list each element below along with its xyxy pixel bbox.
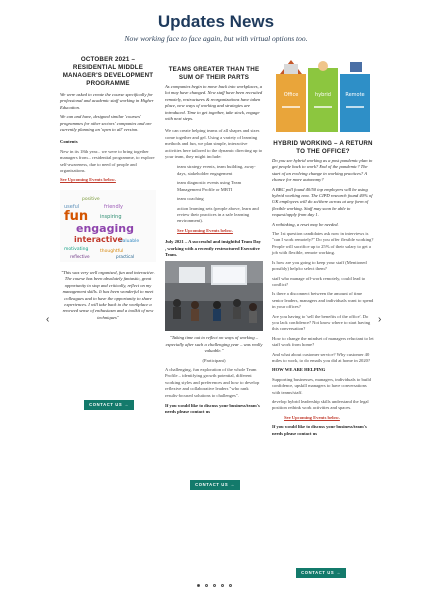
- col3-rethink: A rethinking, a reset may be needed.: [272, 221, 339, 227]
- page-subtitle: Now working face to face again, but with virtual options too.: [124, 34, 308, 43]
- hybrid-label-remote: Remote: [345, 92, 365, 98]
- list-item: Supporting businesses, managers, individuals to build confidence, upskill managers to have conversations with teams/staff.: [272, 376, 371, 395]
- col3-question: And what about customer service? Why customer 40 miles to work, to do emails you did at home in 2020?: [272, 351, 370, 363]
- col1-contents-label: Contents: [60, 139, 78, 145]
- contact-us-button[interactable]: CONTACT US →: [190, 480, 240, 490]
- col3-question: Are you having to 'sell the benefits of the office'. Do you lack confidence? Not know where to start having this conversation?: [272, 313, 371, 332]
- page-title: Updates News: [157, 12, 275, 31]
- col3-intro: Do you see hybrid working as a post pandemic plan to get people back to work? End of the pandemic? The start of an evolving change in working practices? A chance for more autonomy?: [272, 158, 373, 183]
- team-training-photo: [165, 261, 263, 331]
- upcoming-events-link[interactable]: See Upcoming Events below.: [284, 414, 340, 420]
- col2-intro: As companies begin to move back into workplaces, a lot may have changed. New staff have been recruited remotely, restructures & reorganizations have taken place, new ways of working and strategies are introduced. Time to get together, take stock, engage with next steps.: [165, 84, 263, 122]
- col2-body: We can create helping teams of all shapes and sizes come together and gel. Using a variety of learning methods and fun, we plan simple, interactive activities here tailored to the dynamic directing up to your team, they might include:: [165, 128, 263, 160]
- word-cloud-image: [60, 190, 156, 262]
- col3-cta: If you would like to discuss your business/team's needs please contact us: [272, 424, 367, 436]
- col1-quote: "This was very well organised, fun and interactive. The course has been absolutely fantastic, great opportunity to stop and critically, reflect on my management skills. It has been wonderful to meet colleagues and to have the opportunity to share experiences. I will take back to the workplace a renewed sense of enthusiasm and a toolkit of new techniques": [61, 269, 155, 320]
- col3-question: How to change the mindset of managers reluctant to let staff work from home?: [272, 335, 374, 348]
- list-item: team diagnostic events using Team Management Profile or MBTI: [177, 180, 242, 192]
- cloud-word: thoughtful: [100, 248, 124, 254]
- card-heading: HYBRID WORKING – A RETURN TO THE OFFICE?: [273, 140, 373, 155]
- list-item: develop hybrid leadership skills understand the legal position rethink work activities and spaces.: [272, 399, 369, 411]
- card-heading: OCTOBER 2021 – RESIDENTIAL MIDDLE MANAGER'S DEVELOPMENT PROGRAMME: [62, 56, 154, 87]
- col3-helping-heading: HOW WE ARE HELPING: [272, 367, 326, 373]
- col2-quote: "Taking time out to reflect on ways of working – especially after such a challenging year – was really valuable.": [165, 335, 263, 354]
- hybrid-label-office: Office: [283, 92, 299, 98]
- carousel-dot[interactable]: [205, 584, 208, 587]
- list-item: team strategy events, team building, away-days, stakeholder engagement: [177, 164, 256, 176]
- col1-contents-text: New in its 18th year... we were to bring together managers from... residential programme, to explore self-awareness, due to need of people and organisations.: [60, 148, 155, 174]
- cloud-word: interactive: [74, 234, 123, 244]
- col3-question: staff who manage off-work remotely, could lead to conflict?: [272, 275, 366, 287]
- list-item: action learning sets (people above, learn and review their practices in a safe learning environment).: [177, 205, 259, 224]
- column-middle-managers: [60, 56, 156, 324]
- cloud-word: motivating: [64, 246, 89, 252]
- col2-body2: A challenging, fun exploration of the whole Team Profile – identifying growth potential, different working styles and preferences and how to develop reflexive and collaborative leaders "who rank results-focused solutions to challenges".: [165, 366, 260, 398]
- cloud-word: fun: [64, 208, 89, 224]
- cloud-word: inspiring: [100, 213, 122, 220]
- carousel-next-button[interactable]: ›: [378, 314, 382, 325]
- col3-question: Is there a disconnect between the amount of time senior leaders, managers and individuals want to spend in your offices?: [272, 291, 374, 310]
- carousel-dot[interactable]: [213, 584, 216, 587]
- upcoming-events-link[interactable]: See Upcoming Events below.: [60, 177, 116, 183]
- carousel-dot[interactable]: [221, 584, 224, 587]
- cloud-word: useful: [64, 203, 80, 210]
- hybrid-label-hybrid: hybrid: [315, 92, 331, 98]
- col3-stat: A BBC poll found 40/50 top employers will be using hybrid working now. The CIPD research found 40% of UK employees will do so/there across at any form of flexible working. Staff may soon be able to request/apply from day 1.: [272, 186, 373, 218]
- carousel-dot[interactable]: [197, 584, 200, 587]
- col2-list: [165, 164, 263, 224]
- col3-body: The 1st question candidates ask now in interviews is "can I work remotely?" Do you offer flexible working? People will sacrifice up to 25% of their salary to get a job with flexible, remote working.: [272, 231, 374, 256]
- cloud-word: friendly: [104, 203, 123, 210]
- carousel-pagination: [197, 584, 232, 587]
- carousel-prev-button[interactable]: ‹: [46, 314, 50, 325]
- card-heading: TEAMS GREATER THAN THE SUM OF THEIR PARTS: [168, 66, 260, 81]
- col1-intro2: We can and have, designed similar 'courses' programmes for other sectors' companies and are currently planning an 'open to all' version.: [60, 114, 152, 133]
- column-teams: [165, 56, 263, 419]
- upcoming-events-link[interactable]: See Upcoming Events below.: [177, 227, 233, 233]
- column-hybrid: [272, 56, 374, 440]
- contact-us-button[interactable]: CONTACT US →: [84, 400, 134, 410]
- contact-us-button[interactable]: CONTACT US →: [296, 568, 346, 578]
- col2-july-heading: July 2021 – A successful and insightful Team Day , working with a recently restructured Executive Team.: [165, 239, 261, 257]
- cloud-word: practical: [116, 253, 135, 259]
- col1-intro: We were asked to create the course specifically for professional and academic staff working in Higher Education.: [60, 92, 154, 110]
- cloud-word: engaging: [76, 221, 134, 235]
- cloud-word: positive: [82, 196, 100, 202]
- col3-question: Is how are you going to keep your staff (Mentioned possibly) help/to select them?: [272, 259, 367, 272]
- cloud-word: reflective: [70, 253, 90, 259]
- col2-quote-attribution: (Participant): [202, 357, 226, 363]
- carousel-dot[interactable]: [229, 584, 232, 587]
- hybrid-working-illustration: [272, 56, 374, 136]
- list-item: team coaching: [177, 196, 204, 202]
- col2-cta: If you would like to discuss your business/team's needs please contact us: [165, 403, 260, 415]
- cloud-word: valuable: [120, 238, 140, 244]
